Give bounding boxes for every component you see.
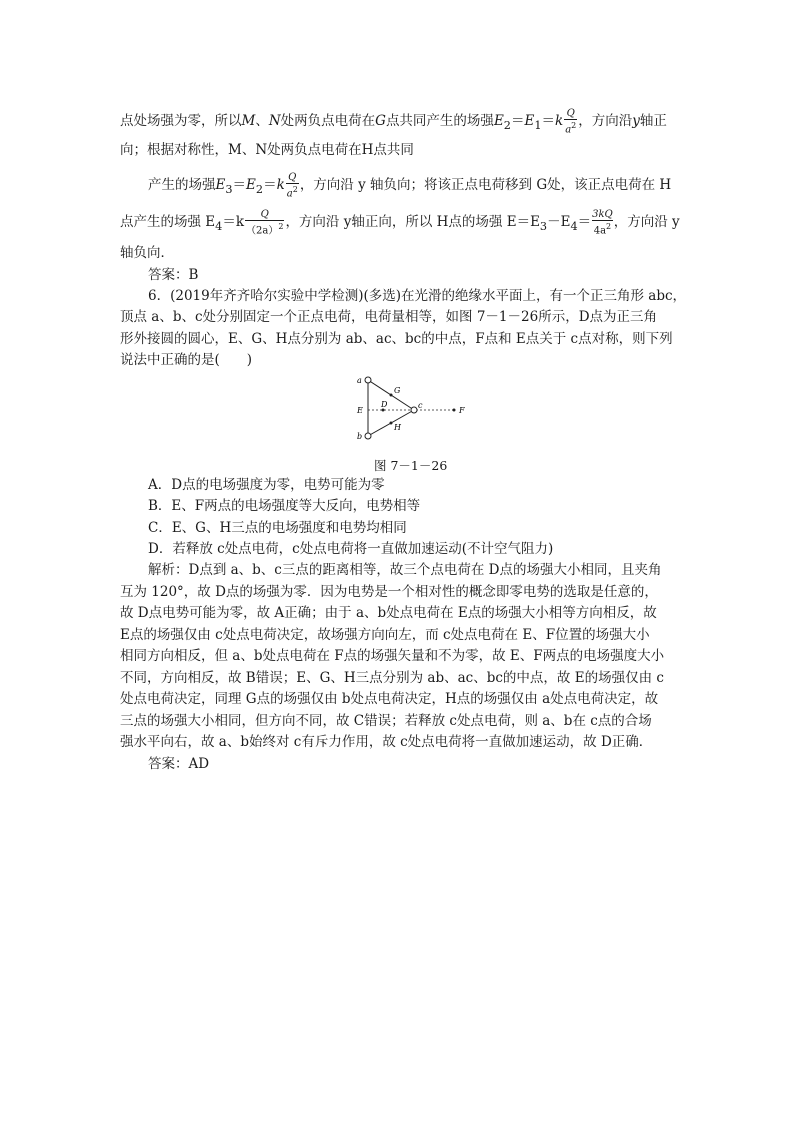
label-d: D [381, 400, 388, 409]
label-a: a [357, 376, 362, 385]
analysis-line-6: 不同，方向相反，故 B错误；E、G、H三点分别为 ab、ac、bc的中点，故 E的场强仅由 c [120, 670, 664, 686]
answer-6: 答案：AD [148, 756, 210, 772]
charge-a [365, 377, 371, 383]
charge-c [411, 407, 417, 413]
figure-caption: 图 7－1－26 [374, 458, 448, 473]
question-6-line-3: 形外接圆的圆心，E、G、H点分别为 ab、ac、bc的中点，F点和 E点关于 c点对称，则下列 [120, 331, 673, 347]
analysis-line-1: 解析：D点到 a、b、c三点的距离相等，故三个点电荷在 D点的场强大小相同，且夹角 [148, 562, 662, 578]
label-e: E [357, 406, 363, 415]
fraction: $\frac{Q}{a^2}$ [286, 172, 298, 200]
option-b: B．E、F两点的电场强度等大反向，电势相等 [148, 498, 421, 514]
question-6-line-1: 6．(2019年齐齐哈尔实验中学检测)(多选)在光滑的绝缘水平面上，有一个正三角形 abc， [148, 288, 687, 304]
point-g [390, 394, 393, 397]
analysis-line-8: 三点的场强大小相同，但方向不同，故 C错误；若释放 c处点电荷，则 a、b在 c点的合场 [120, 713, 652, 729]
question-6-line-2: 顶点 a、b、c处分别固定一个正点电荷，电荷量相等，如图 7－1－26所示，D点为正三角 [120, 309, 658, 325]
analysis-line-9: 强水平向右，故 a、b始终对 c有斥力作用，故 c处点电荷将一直做加速运动，故 D正确． [120, 734, 653, 750]
text-line-3: 产生的场强$E_3=E_2=k$ $\frac{Q}{a^2}$ ，方向沿 y 轴负向；将该正点电荷移到 G处，该正点电荷在 H [148, 172, 672, 200]
analysis-line-7: 处点电荷决定，同理 G点的场强仅由 b处点电荷决定，H点的场强仅由 a处点电荷决定，故 [120, 691, 659, 707]
fraction: $\frac{Q}{a^2}$ [565, 108, 577, 136]
text-line-4: 点产生的场强 $E_4=k$ $\frac{Q}{(2a)^2}$ ，方向沿 y轴正向，所以 H点的场强 $E=E_3-E_4=$ $\frac{3kQ}{4a^2}$ ，方向沿 y [120, 209, 680, 237]
analysis-line-2: 互为 120°，故 D点的场强为零．因为电势是一个相对性的概念即零电势的选取是任意的， [120, 584, 658, 600]
text-line-2: 向；根据对称性，M、N处两负点电荷在H点共同 [120, 142, 414, 158]
fraction: $\frac{Q}{(2a)^2}$ [246, 209, 284, 237]
question-6-line-4: 说法中正确的是( ) [120, 352, 253, 368]
label-h: H [394, 423, 401, 432]
triangle-figure [350, 370, 470, 445]
analysis-line-3: 故 D点电势可能为零，故 A正确；由于 a、b处点电荷在 E点的场强大小相等方向相反，故 [120, 605, 657, 621]
label-g: G [394, 386, 401, 395]
analysis-line-5: 相同方向相反，但 a、b处点电荷在 F点的场强矢量和不为零，故 E、F两点的电场强度大小 [120, 648, 665, 664]
answer-5: 答案：B [148, 267, 199, 283]
fraction: $\frac{3kQ}{4a^2}$ [592, 209, 613, 237]
text-line-5: 轴负向． [120, 245, 174, 261]
text-line-1: 点处场强为零，所以M、N处两负点电荷在G点共同产生的场强$E_2=E_1=k$ $\frac{Q}{a^2}$ ，方向沿y轴正 [120, 108, 667, 136]
label-c: c [418, 401, 423, 410]
label-f: F [459, 406, 465, 415]
option-d: D．若释放 c处点电荷，c处点电荷将一直做加速运动(不计空气阻力) [148, 541, 554, 557]
point-f [453, 409, 456, 412]
label-b: b [357, 432, 363, 441]
analysis-line-4: E点的场强仅由 c处点电荷决定，故场强方向向左，而 c处点电荷在 E、F位置的场强大小 [120, 627, 650, 643]
option-a: A．D点的电场强度为零，电势可能为零 [148, 477, 385, 493]
charge-b [365, 433, 371, 439]
option-c: C．E、G、H三点的电场强度和电势均相同 [148, 520, 407, 536]
point-h [390, 422, 393, 425]
